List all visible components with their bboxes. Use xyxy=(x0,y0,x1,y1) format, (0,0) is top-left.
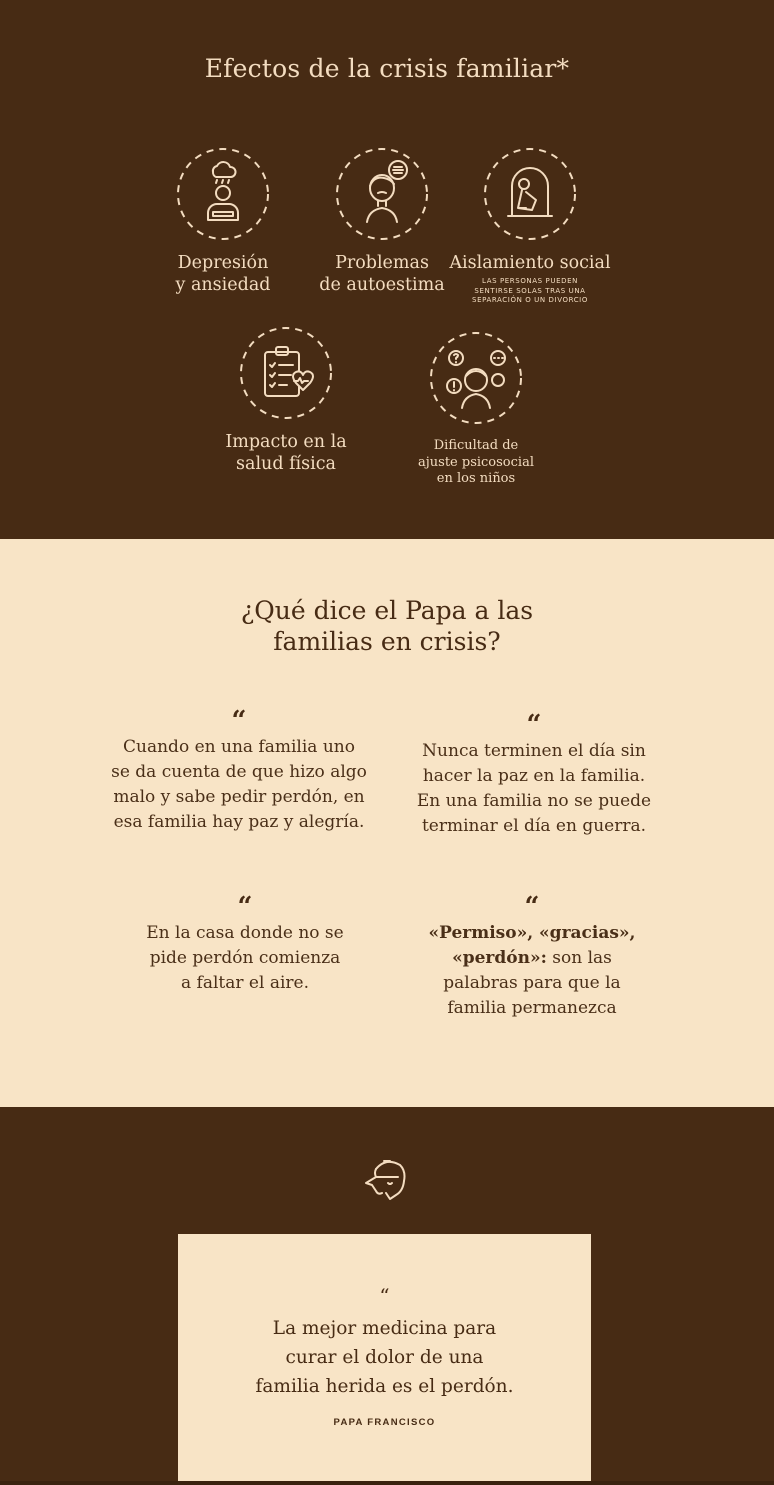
quote-text xyxy=(404,921,660,1021)
effect-label: Impacto en la salud física xyxy=(225,432,347,474)
quote-bold-words: «perdón»: xyxy=(452,948,547,968)
quote-text: En la casa donde no se pide perdón comienza a faltar el aire. xyxy=(146,923,344,993)
health-clipboard-icon xyxy=(238,325,334,421)
effect-children-adjustment xyxy=(404,330,548,488)
depressed-person-icon xyxy=(175,146,271,242)
quote-1 xyxy=(108,706,370,835)
final-quote-text: La mejor medicina para curar el dolor de una familia herida es el perdón. xyxy=(255,1318,514,1397)
quote-3 xyxy=(120,892,370,996)
effect-physical-health xyxy=(218,325,354,475)
final-quote-card xyxy=(178,1234,591,1481)
quote-text: Nunca terminen el día sin hacer la paz en la familia. En una familia no se puede terminar el día en guerra. xyxy=(416,741,652,836)
quote-bold-words: «Permiso», «gracias», xyxy=(428,923,636,943)
final-quote-section xyxy=(0,1107,774,1485)
bottom-divider xyxy=(0,1481,774,1485)
effects-section xyxy=(0,0,774,539)
pope-quotes-section xyxy=(0,539,774,1107)
effect-label: Aislamiento social xyxy=(449,253,611,273)
pope-francis-icon xyxy=(358,1153,414,1205)
effect-self-esteem xyxy=(312,146,452,296)
quote-mark-icon: “ xyxy=(237,892,253,922)
effect-label: Dificultad de ajuste psicosocial en los niños xyxy=(418,438,534,486)
quote-mark-icon: “ xyxy=(231,706,247,736)
effect-note: LAS PERSONAS PUEDEN SENTIRSE SOLAS TRAS UNA SEPARACIÓN O UN DIVORCIO xyxy=(472,277,588,304)
effect-isolation xyxy=(446,146,614,306)
worried-person-icon xyxy=(334,146,430,242)
quote-2 xyxy=(404,710,664,839)
effect-label: Problemas de autoestima xyxy=(319,253,445,295)
effect-depression xyxy=(158,146,288,296)
effect-label: Depresión y ansiedad xyxy=(175,253,271,295)
quote-author: PAPA FRANCISCO xyxy=(333,1417,436,1428)
pope-section-title: ¿Qué dice el Papa a las familias en crisis? xyxy=(240,596,534,656)
effects-title: Efectos de la crisis familiar* xyxy=(204,54,570,83)
quote-rest-text: son las palabras para que la familia permanezca xyxy=(443,948,621,1018)
quote-text: Cuando en una familia uno se da cuenta de que hizo algo malo y sabe pedir perdón, en esa familia hay paz y alegría. xyxy=(111,737,367,832)
quote-4 xyxy=(404,892,660,1021)
isolated-person-icon xyxy=(482,146,578,242)
child-confusion-icon xyxy=(428,330,524,426)
quote-mark-icon: “ xyxy=(379,1284,390,1308)
quote-mark-icon: “ xyxy=(526,710,542,740)
quote-mark-icon: “ xyxy=(524,892,540,922)
